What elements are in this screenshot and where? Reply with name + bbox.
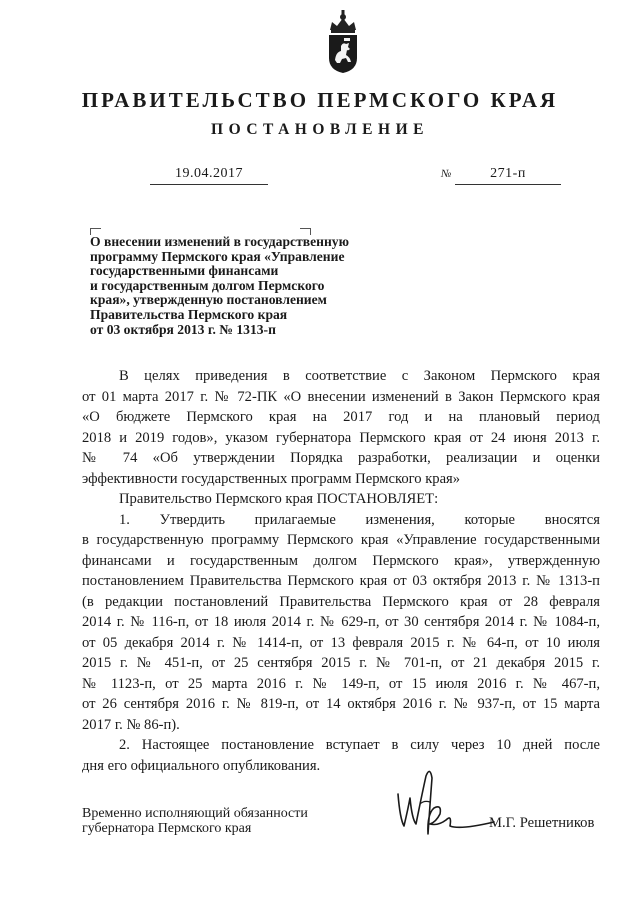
document-body [82, 366, 600, 776]
body-line: В целях приведения в соответствие с Законом Пермского края [119, 368, 600, 384]
body-line: в государственную программу Пермского края «Управление государственными [82, 532, 600, 548]
subject-line: государственными финансами [90, 263, 279, 279]
subject-line: и государственным долгом Пермского [90, 277, 325, 293]
body-line: № 74 «Об утверждении Порядка разработки, реализации и оценки [82, 450, 600, 466]
signatory-title [82, 806, 342, 836]
date-field [150, 164, 268, 185]
signatory-name: М.Г. Решетников [489, 815, 595, 831]
body-line: постановлением Правительства Пермского края от 03 октября 2013 г. № 1313-п [82, 573, 600, 589]
subject-line: края», утвержденную постановлением [90, 292, 327, 308]
handwritten-signature [390, 764, 500, 844]
document-number: 271-п [490, 166, 526, 181]
body-line: от 01 марта 2017 г. № 72-ПК «О внесении изменений в Закон Пермского края [82, 388, 600, 405]
subject-line: Правительства Пермского края [90, 306, 288, 322]
body-line: Правительство Пермского края ПОСТАНОВЛЯЕТ: [119, 491, 439, 507]
body-line: финансами и государственным долгом Пермского края», утвержденную [82, 552, 600, 569]
subject-line: программу Пермского края «Управление [90, 248, 345, 264]
body-line: «О бюджете Пермского края на 2017 год и на плановый период [82, 409, 600, 425]
body-line: 2014 г. № 116-п, от 18 июля 2014 г. № 629-п, от 30 сентября 2014 г. № 1084-п, [82, 614, 600, 630]
signatory-title-line: губернатора Пермского края [82, 821, 252, 836]
body-line: от 26 сентября 2016 г. № 819-п, от 14 октября 2016 г. № 937-п, от 15 марта [82, 696, 600, 712]
body-line: эффективности государственных программ Пермского края» [82, 470, 461, 487]
perm-coat-of-arms-icon [326, 8, 360, 74]
subject-line: О внесении изменений в государственную [90, 234, 349, 249]
signatory-title-line: Временно исполняющий обязанности [82, 806, 308, 821]
body-line: дня его официального опубликования. [82, 757, 321, 774]
body-line: 2017 г. № 86-п). [82, 716, 180, 733]
number-sign: № [441, 168, 452, 180]
body-line: 2. Настоящее постановление вступает в силу через 10 дней после [119, 737, 600, 753]
number-field [455, 164, 561, 185]
document-subject [90, 235, 390, 337]
body-line: (в редакции постановлений Правительства Пермского края от 28 февраля [82, 593, 600, 610]
subject-line: от 03 октября 2013 г. № 1313-п [90, 321, 276, 337]
body-line: от 05 декабря 2014 г. № 1414-п, от 13 февраля 2015 г. № 64-п, от 10 июля [82, 634, 600, 651]
body-line: № 1123-п, от 25 марта 2016 г. № 149-п, от 15 июля 2016 г. № 467-п, [82, 675, 600, 692]
body-line: 1. Утвердить прилагаемые изменения, которые вносятся [119, 511, 600, 528]
document-date: 19.04.2017 [175, 166, 243, 181]
body-line: 2015 г. № 451-п, от 25 сентября 2015 г. № 701-п, от 21 декабря 2015 г. [82, 655, 600, 671]
body-line: 2018 и 2019 годов», указом губернатора Пермского края от 24 июня 2013 г. [82, 429, 600, 446]
document-type: ПОСТАНОВЛЕНИЕ [211, 121, 429, 138]
organization-title: ПРАВИТЕЛЬСТВО ПЕРМСКОГО КРАЯ [81, 88, 559, 112]
